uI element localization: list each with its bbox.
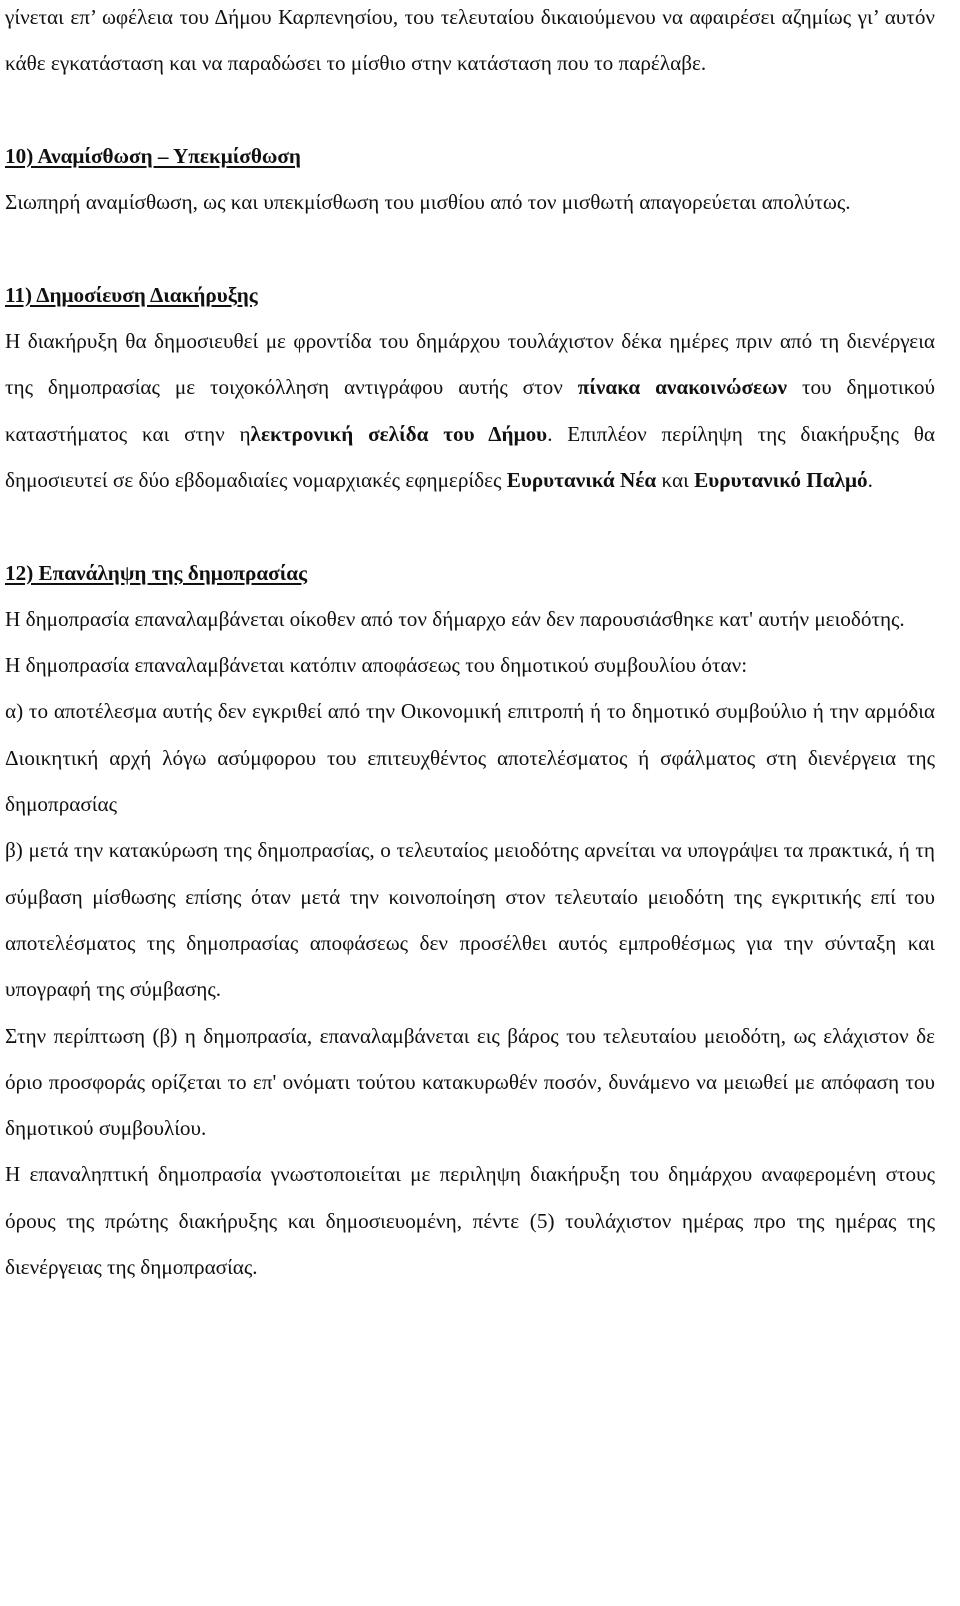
section-12-heading bbox=[5, 550, 935, 596]
intro-paragraph: γίνεται επ’ ωφέλεια του Δήμου Καρπενησίου, του τελευταίου δικαιούμενου να αφαιρέσει αζημίως γι’ αυτόν κάθε εγκατάσταση και να παραδώσει το μίσθιο στην κατάσταση που το παρέλαβε. bbox=[5, 5, 935, 76]
section-11-bold-newspaper-1: Ευρυτανικά Νέα bbox=[506, 467, 657, 492]
section-11-paragraph bbox=[5, 318, 935, 503]
section-10-heading bbox=[5, 133, 935, 179]
paragraph-spacer bbox=[5, 87, 935, 133]
section-11-text-3: . Επιπλέον περίληψη της διακήρυξης θα δημοσιευτεί σε δύο εβδομαδιαίες νομαρχιακές εφημερίδες bbox=[5, 421, 935, 492]
section-11-text-2: του δημοτικού καταστήματος και στην η bbox=[5, 375, 936, 446]
section-11-text-4: και bbox=[656, 467, 695, 492]
section-11-bold-notice-board: πίνακα ανακοινώσεων bbox=[577, 375, 788, 400]
section-11-heading bbox=[5, 272, 935, 318]
section-11-bold-newspaper-2: Ευρυτανικό Παλμό bbox=[694, 467, 868, 492]
section-12-paragraph-b: β) μετά την κατακύρωση της δημοπρασίας, ο τελευταίος μειοδότης αρνείται να υπογράψει τα πρακτικά, ή τη σύμβαση μίσθωσης επίσης όταν μετά την κοινοποίηση στον τελευταίο μειοδότη της εγκριτικής επί του αποτελέσματος της δημοπρασίας αποφάσεως δεν προσέλθει αυτός εμπροθέσμως για την σύνταξη και υπογραφή της σύμβασης. bbox=[5, 838, 935, 1002]
section-12-heading-text: 12) Επανάληψη της δημοπρασίας bbox=[5, 560, 308, 585]
section-12-paragraph-case-b: Στην περίπτωση (β) η δημοπρασία, επαναλαμβάνεται εις βάρος του τελευταίου μειοδότη, ως ελάχιστον δε όριο προσφοράς ορίζεται το επ' ονόματι τούτου κατακυρωθέν ποσόν, δυνάμενο να μειωθεί με απόφαση του δημοτικού συμβουλίου. bbox=[5, 1023, 935, 1141]
section-11-text-5: . bbox=[867, 467, 873, 492]
section-12-paragraph-a: α) το αποτέλεσμα αυτής δεν εγκριθεί από την Οικονομική επιτροπή ή το δημοτικό συμβούλιο ή την αρμόδια Διοικητική αρχή λόγω ασύμφορου του επιτευχθέντος αποτελέσματος ή σφάλματος στη διενέργεια της δημοπρασίας bbox=[5, 699, 935, 817]
section-11-bold-website: λεκτρονική σελίδα του Δήμου bbox=[250, 421, 548, 446]
section-10-heading-text: 10) Αναμίσθωση – Υπεκμίσθωση bbox=[5, 143, 301, 168]
section-11-text-1: Η διακήρυξη θα δημοσιευθεί με φροντίδα του δημάρχου τουλάχιστον δέκα ημέρες πριν από τη διενέργεια της δημοπρασίας με τοιχοκόλληση αντιγράφου αυτής στον bbox=[5, 329, 935, 400]
section-12-paragraph-2: Η δημοπρασία επαναλαμβάνεται κατόπιν αποφάσεως του δημοτικού συμβουλίου όταν: bbox=[5, 653, 748, 678]
paragraph-spacer bbox=[5, 225, 935, 271]
section-12-paragraph-repeat-notice: Η επαναληπτική δημοπρασία γνωστοποιείται με περιληψη διακήρυξη του δημάρχου αναφερομένη στους όρους της πρώτης διακήρυξης και δημοσιευομένη, πέντε (5) τουλάχιστον ημέρας προ της ημέρας της διενέργειας της δημοπρασίας. bbox=[5, 1162, 935, 1280]
document-page bbox=[5, 0, 935, 1290]
section-10-paragraph: Σιωπηρή αναμίσθωση, ως και υπεκμίσθωση του μισθίου από τον μισθωτή απαγορεύεται απολύτως. bbox=[5, 190, 851, 215]
paragraph-spacer bbox=[5, 503, 935, 549]
section-12-paragraph-1: Η δημοπρασία επαναλαμβάνεται οίκοθεν από τον δήμαρχο εάν δεν παρουσιάσθηκε κατ' αυτήν μειοδότης. bbox=[5, 606, 905, 631]
section-11-heading-text: 11) Δημοσίευση Διακήρυξης bbox=[5, 282, 258, 307]
